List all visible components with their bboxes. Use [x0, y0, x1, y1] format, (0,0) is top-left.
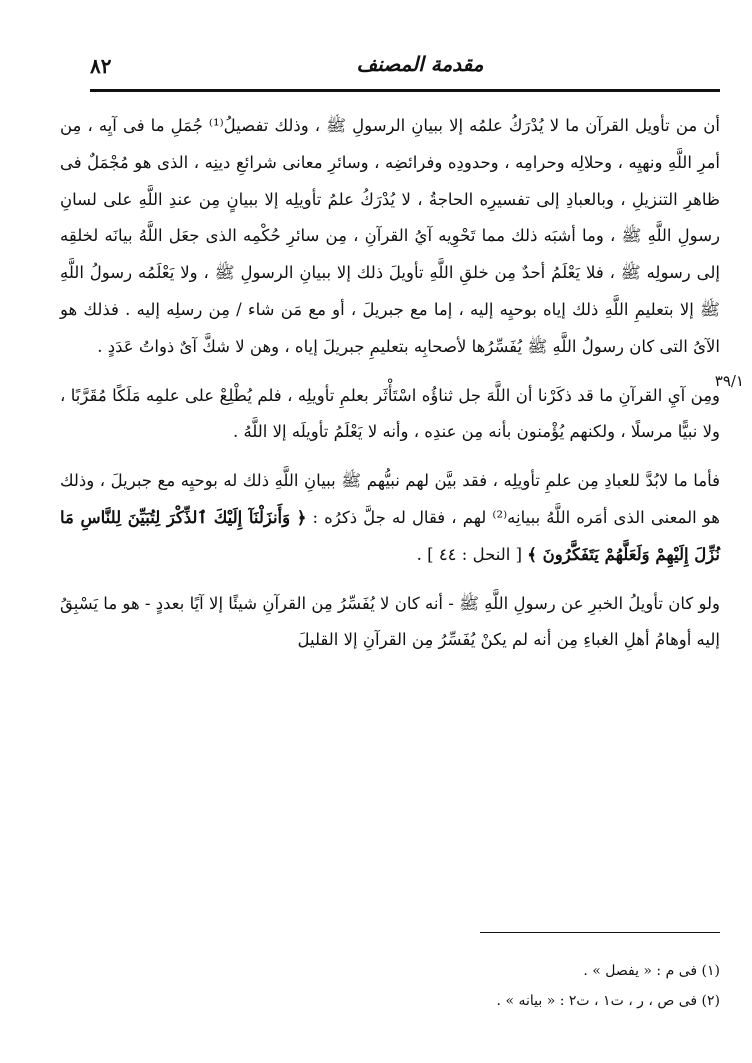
paragraph-1: أن من تأويل القرآن ما لا يُدْرَكُ علمُه إلا ببيانِ الرسولِ ﷺ ، وذلك تفصيلُ⁽¹⁾ جُمَلِ ما فى آيِه ، مِن أمرِ اللَّهِ ونهيِه ، وحلالِه وحرامِه ، وحدودِه وفرائضِه ، وسائرِ معانى شرائعِ دينِه ، الذى هو مُجْمَلٌ فى ظاهرِ التنزيلِ ، وبالعبادِ إلى تفسيرِه الحاجةُ ، لا يُدْرَكُ علمُ تأويلِه إلا ببيانٍ مِن عندِ اللَّهِ على لسانِ رسولِ اللَّهِ ﷺ ، وما أشبَه ذلك مما تَحْوِيه آيُ القرآنِ ، مِن سائرِ حُكْمِه الذى جعَل اللَّهُ بيانَه لخلقِه إلى رسولِه ﷺ ، فلا يَعْلَمُ أحدٌ مِن خلقِ اللَّهِ تأويلَ ذلك إلا ببيانِ الرسولِ ﷺ ، ولا يَعْلَمُه رسولُ اللَّهِ ﷺ إلا بتعليمِ اللَّهِ ذلك إياه بوحيِه إليه ، إما مع جبريلَ ، أو مع مَن شاء / مِن رسلِه إليه . فذلك هو الآىُ التى كان رسولُ اللَّهِ ﷺ يُفَسِّرُها لأصحابِه بتعليمِ جبريلَ إياه ، وهن لا شكَّ آىٌ ذواتُ عَدَدٍ . [60, 116, 720, 356]
running-title: مقدمة المصنف [356, 52, 484, 76]
margin-folio-note: ٣٩/١ [714, 372, 744, 390]
main-text [60, 108, 720, 659]
footnote-2: (٢) فى ص ، ر ، ت١ ، ت٢ : « بيانه » . [496, 993, 720, 1009]
page-header [90, 50, 720, 90]
footnotes [90, 956, 720, 1016]
paragraph-3 [60, 463, 720, 573]
quran-verse: ﴿ وَأَنزَلْنَآ إِلَيْكَ ٱلذِّكْرَ لِتُبَيِّنَ لِلنَّاسِ مَا نُزِّلَ إِلَيْهِمْ وَلَعَلَّهُمْ يَتَفَكَّرُونَ ﴾ [60, 507, 720, 564]
header-rule [90, 89, 720, 92]
paragraph-2: ومِن آيِ القرآنِ ما قد ذكَرْنا أن اللَّهَ جل ثناؤُه اسْتَأْثَر بعلمِ تأويلِه ، فلم يُطْلِعْ على علمِه مَلَكًا مُقَرَّبًا ، ولا نبيًّا مرسلًا ، ولكنهم يُؤْمنون بأنه مِن عندِه ، وأنه لا يَعْلَمُ تأويلَه إلا اللَّهُ . [60, 385, 720, 442]
paragraph-3-text: فأما ما لابُدَّ للعبادِ مِن علمِ تأويلِه ، فقد بيَّن لهم نبيُّهم ﷺ ببيانِ اللَّهِ ذلك له بوحيِه مع جبريلَ ، وذلك هو المعنى الذى أمَره اللَّهُ ببيانِه⁽²⁾ لهم ، فقال له جلَّ ذكرُه : [60, 471, 721, 527]
footnote-1: (١) فى م : « يفصل » . [583, 963, 720, 979]
paragraph-4: ولو كان تأويلُ الخبرِ عن رسولِ اللَّهِ ﷺ - أنه كان لا يُفَسِّرُ مِن القرآنِ شيئًا إلا آيًا بعددٍ - هو ما يَسْبِقُ إليه أوهامُ أهلِ الغباءِ مِن أنه لم يكنْ يُفَسِّرُ مِن القرآنِ إلا القليلَ [60, 593, 720, 650]
quran-citation: [ النحل : ٤٤ ] . [416, 544, 523, 564]
page-number: ٨٢ [90, 54, 112, 78]
footnote-rule [480, 932, 720, 933]
